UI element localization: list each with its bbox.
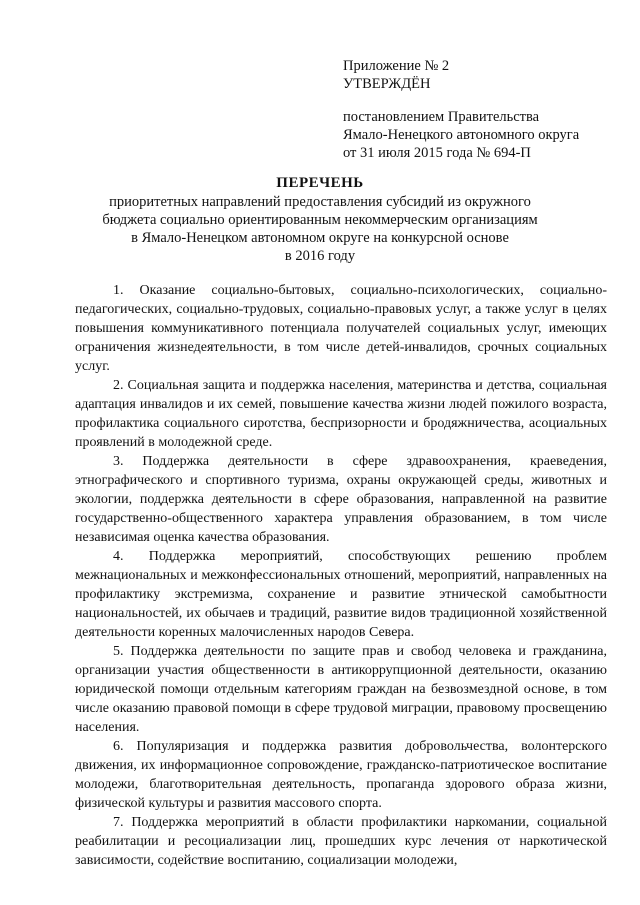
- subtitle-line: в Ямало-Ненецком автономном округе на конкурсной основе: [131, 230, 509, 246]
- document-body: [75, 281, 607, 870]
- document-subtitle: [80, 193, 560, 265]
- subtitle-line: в 2016 году: [284, 248, 356, 264]
- approval-line: постановлением Правительства: [343, 109, 540, 125]
- approval-line: Ямало-Ненецкого автономного округа: [343, 127, 580, 143]
- approved-label: УТВЕРЖДЁН: [343, 76, 431, 92]
- list-item: 2. Социальная защита и поддержка населения, материнства и детства, социальная адаптация инвалидов и их семей, повышение качества жизни людей пожилого возраста, профилактика социального сиротства, беспризорности и бродяжничества, асоциальных проявлений в молодежной среде.: [75, 378, 607, 450]
- list-item: 3. Поддержка деятельности в сфере здравоохранения, краеведения, этнографического и спортивного туризма, охраны окружающей среды, животных и экологии, поддержка деятельности в сфере образования, направленной на развитие государственно-общественного характера управления образованием, в том числе независимая оценка качества образования.: [75, 454, 607, 545]
- subtitle-line: приоритетных направлений предоставления субсидий из окружного: [109, 194, 531, 210]
- list-item: 1. Оказание социально-бытовых, социально-психологических, социально-педагогических, социально-трудовых, социально-правовых услуг, а также услуг в целях повышения коммуникативного потенциала получателей социальных услуг, имеющих ограничения жизнедеятельности, в том числе детей-инвалидов, срочных социальных услуг.: [75, 283, 607, 374]
- list-item: 4. Поддержка мероприятий, способствующих решению проблем межнациональных и межконфессиональных отношений, мероприятий, направленных на профилактику экстремизма, сохранение и развитие этнической самобытности национальностей, их обычаев и традиций, развитие видов традиционной хозяйственной деятельности коренных малочисленных народов Севера.: [75, 549, 607, 640]
- document-title: ПЕРЕЧЕНЬ: [276, 175, 364, 191]
- appendix-number: Приложение № 2: [343, 58, 450, 74]
- spacer: [343, 93, 579, 108]
- approval-stamp: [343, 57, 579, 162]
- list-item: 6. Популяризация и поддержка развития добровольчества, волонтерского движения, их информационное сопровождение, гражданско-патриотическое воспитание молодежи, благотворительная деятельность, пропаганда здорового образа жизни, физической культуры и развития массового спорта.: [75, 739, 607, 811]
- list-item: 7. Поддержка мероприятий в области профилактики наркомании, социальной реабилитации и ресоциализации лиц, прошедших курс лечения от наркотической зависимости, содействие воспитанию, социализации молодежи,: [75, 815, 607, 868]
- list-item: 5. Поддержка деятельности по защите прав и свобод человека и гражданина, организации участия общественности в антикоррупционной деятельности, оказанию юридической помощи отдельным категориям граждан на безвозмездной основе, в том числе оказанию правовой помощи в сфере трудовой миграции, правовому просвещению населения.: [75, 644, 607, 735]
- approval-line: от 31 июля 2015 года № 694-П: [343, 145, 531, 161]
- subtitle-line: бюджета социально ориентированным некоммерческим организациям: [102, 212, 538, 228]
